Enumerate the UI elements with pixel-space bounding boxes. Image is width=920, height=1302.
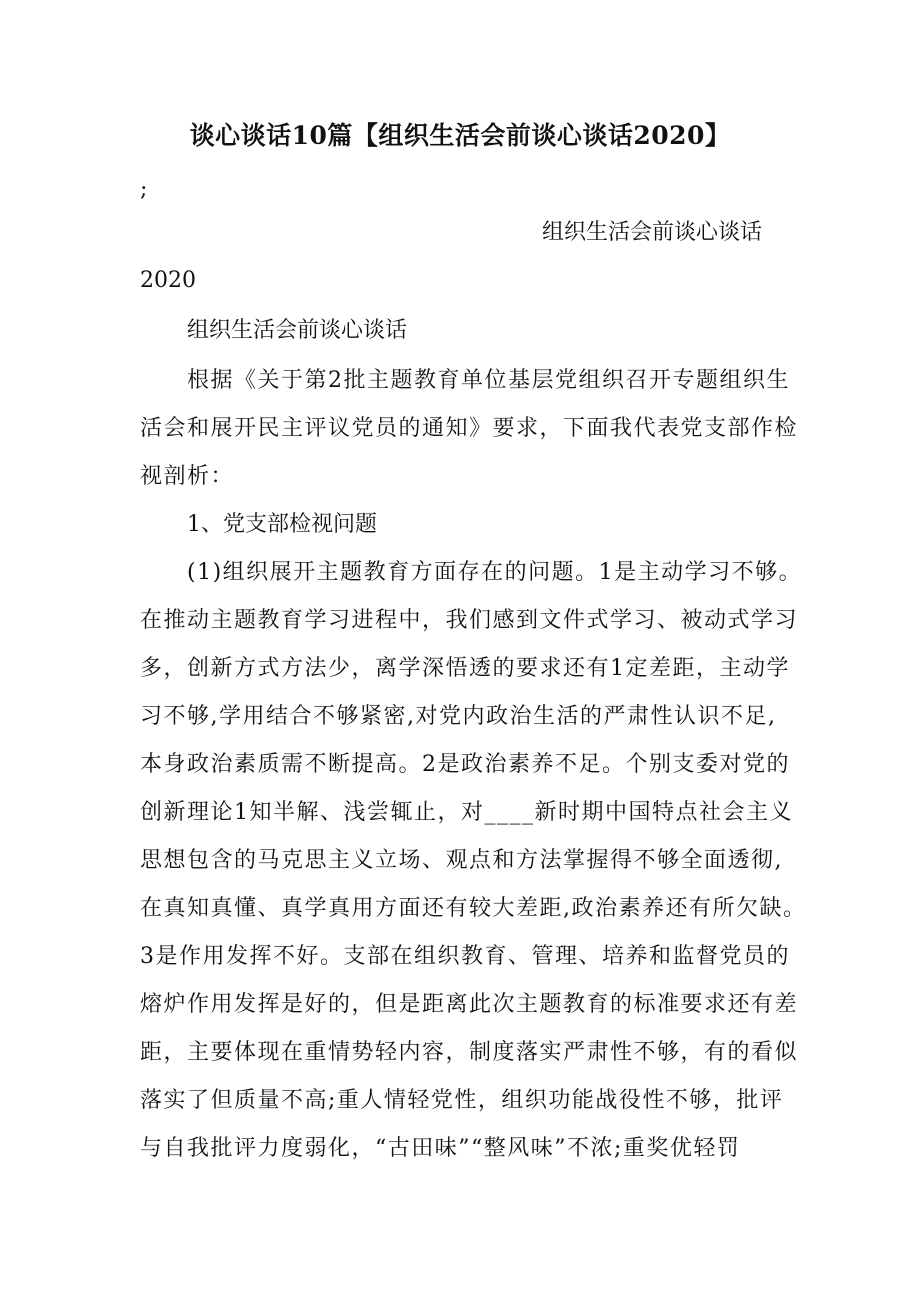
- body-line-12: 落实了但质量不高;重人情轻党性，组织功能战役性不够，批评: [140, 1088, 784, 1113]
- body-line-5: 本身政治素质需不断提高。2是政治素养不足。个别支委对党的: [140, 752, 790, 777]
- intro-line-2: 活会和展开民主评议党员的通知》要求，下面我代表党支部作检: [140, 416, 799, 441]
- body-line-3: 多，创新方式方法少，离学深悟透的要求还有1定差距，主动学: [140, 656, 790, 681]
- body-line-6: 创新理论1知半解、浅尝辄止，对____新时期中国特点社会主义: [140, 800, 793, 825]
- body-line-13: 与自我批评力度弱化，“古田味”“整风味”不浓;重奖优轻罚: [140, 1136, 741, 1161]
- body-line-4: 习不够,学用结合不够紧密,对党内政治生活的严肃性认识不足,: [140, 704, 777, 729]
- document-title: 谈心谈话10篇【组织生活会前谈心谈话2020】: [189, 121, 731, 150]
- body-line-1: (1)组织展开主题教育方面存在的问题。1是主动学习不够。: [187, 560, 803, 585]
- body-line-7: 思想包含的马克思主义立场、观点和方法掌握得不够全面透彻,: [140, 848, 783, 873]
- body-line-2: 在推动主题教育学习进程中，我们感到文件式学习、被动式学习: [140, 608, 799, 633]
- body-line-8: 在真知真懂、真学真用方面还有较大差距,政治素养还有所欠缺。: [140, 896, 807, 921]
- body-line-9: 3是作用发挥不好。支部在组织教育、管理、培养和监督党员的: [140, 944, 790, 969]
- body-line-11: 距，主要体现在重情势轻内容，制度落实严肃性不够，有的看似: [140, 1040, 799, 1065]
- intro-line-3: 视剖析：: [140, 464, 235, 489]
- subtitle-line-2: 2020: [140, 268, 196, 293]
- subsection-heading: 1、党支部检视问题: [187, 512, 377, 537]
- subtitle-line-1: 组织生活会前谈心谈话: [542, 220, 763, 245]
- body-line-10: 熔炉作用发挥是好的，但是距离此次主题教育的标准要求还有差: [140, 992, 799, 1017]
- intro-line-1: 根据《关于第2批主题教育单位基层党组织召开专题组织生: [187, 368, 790, 393]
- semicolon-text: ;: [140, 177, 148, 202]
- section-heading-main: 组织生活会前谈心谈话: [187, 318, 408, 343]
